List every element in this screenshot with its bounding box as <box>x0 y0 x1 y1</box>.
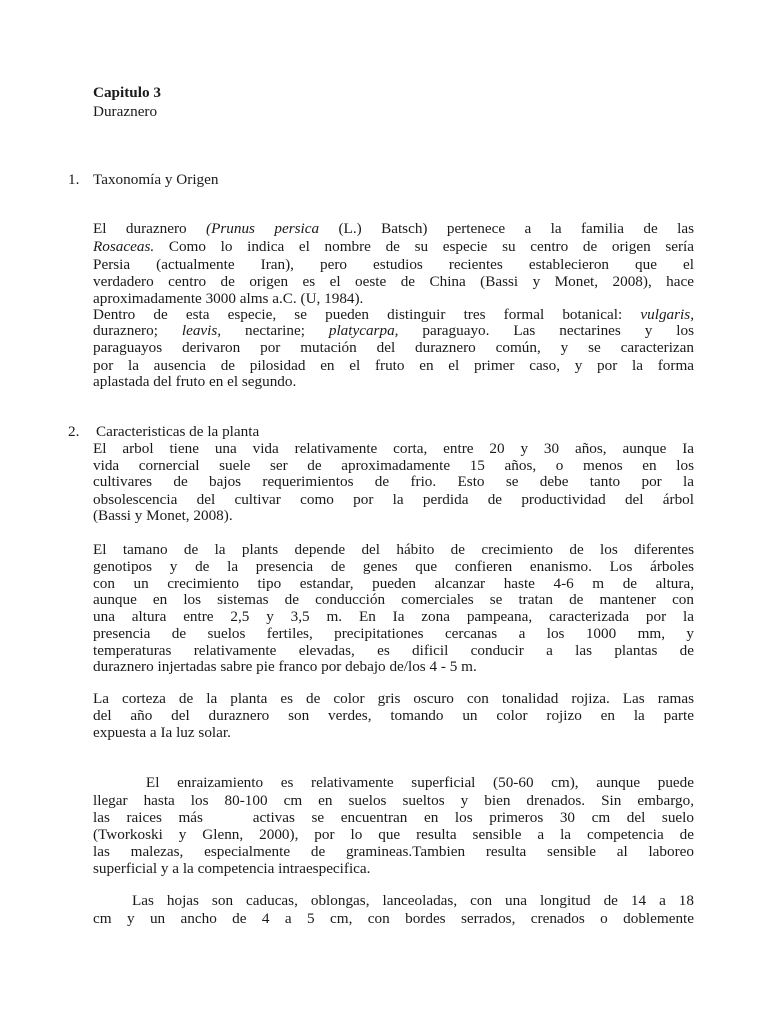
section-2-number: 2. <box>68 423 80 440</box>
section-1-title: Taxonomía y Origen <box>93 171 219 188</box>
paragraph-line: Las hojas son caducas, oblongas, lanceoladas, con una longitud de 14 a 18 <box>93 892 694 909</box>
paragraph-line: las raices más activas se encuentran en los primeros 30 cm del suelo <box>93 809 694 826</box>
paragraph-line: superficial y a la competencia intraespecifica. <box>93 860 371 877</box>
paragraph-line: obsolescencia del cultivar como por la perdida de productividad del árbol <box>93 491 694 508</box>
paragraph-line: expuesta a Ia luz solar. <box>93 724 231 741</box>
paragraph-line: las malezas, especialmente de gramineas.Tambien resulta sensible al laboreo <box>93 843 694 860</box>
chapter-subtitle: Duraznero <box>93 103 158 120</box>
paragraph-line: cm y un ancho de 4 a 5 cm, con bordes serrados, crenados o doblemente <box>93 910 694 927</box>
paragraph-line: Rosaceas. Como lo indica el nombre de su especie su centro de origen sería <box>93 238 694 255</box>
paragraph-line: La corteza de la planta es de color gris oscuro con tonalidad rojiza. Las ramas <box>93 690 694 707</box>
paragraph-line: presencia de suelos fertiles, precipitationes cercanas a los 1000 mm, y <box>93 625 694 642</box>
paragraph-line: El tamano de la plants depende del hábito de crecimiento de los diferentes <box>93 541 694 558</box>
paragraph-line: una altura entre 2,5 y 3,5 m. En Ia zona pampeana, caracterizada por la <box>93 608 694 625</box>
chapter-title: Capitulo 3 <box>93 84 161 101</box>
paragraph-line: paraguayos derivaron por mutación del duraznero común, y se caracterizan <box>93 339 694 356</box>
paragraph-line: verdadero centro de origen es el oeste de China (Bassi y Monet, 2008), hace <box>93 273 694 290</box>
section-2-title: Caracteristicas de la planta <box>96 423 260 440</box>
paragraph-line: duraznero injertadas sabre pie franco por debajo de/los 4 - 5 m. <box>93 658 477 675</box>
paragraph-line: (Tworkoski y Glenn, 2000), por lo que resulta sensible a la competencia de <box>93 826 694 843</box>
paragraph-line: por la ausencia de pilosidad en el fruto en el primer caso, y por la forma <box>93 357 694 374</box>
paragraph-line: cultivares de bajos requerimientos de frio. Esto se debe tanto por la <box>93 473 694 490</box>
paragraph-line: El enraizamiento es relativamente superficial (50-60 cm), aunque puede <box>93 774 694 791</box>
paragraph-line: aplastada del fruto en el segundo. <box>93 373 297 390</box>
paragraph-line: aunque en los sistemas de conducción comerciales se tratan de mantener con <box>93 591 694 608</box>
paragraph-line: con un crecimiento tipo estandar, pueden alcanzar haste 4-6 m de altura, <box>93 575 694 592</box>
paragraph-line: del año del duraznero son verdes, tomando un color rojizo en la parte <box>93 707 694 724</box>
section-1-number: 1. <box>68 171 80 188</box>
paragraph-line: aproximadamente 3000 alms a.C. (U, 1984). <box>93 290 364 307</box>
paragraph-line: El arbol tiene una vida relativamente corta, entre 20 y 30 años, aunque Ia <box>93 440 694 457</box>
paragraph-line: temperaturas relativamente elevadas, es dificil conducir a las plantas de <box>93 642 694 659</box>
paragraph-line: vida cornercial suele ser de aproximadamente 15 años, o menos en los <box>93 457 694 474</box>
paragraph-line: genotipos y de la presencia de genes que confieren enanismo. Los árboles <box>93 558 694 575</box>
paragraph-line: Persia (actualmente Iran), pero estudios recientes establecieron que el <box>93 256 694 273</box>
paragraph-line: duraznero; leavis, nectarine; platycarpa, paraguayo. Las nectarines y los <box>93 322 694 339</box>
paragraph-line: llegar hasta los 80-100 cm en suelos sueltos y bien drenados. Sin embargo, <box>93 792 694 809</box>
paragraph-line: El duraznero (Prunus persica (L.) Batsch) pertenece a la familia de las <box>93 220 694 237</box>
paragraph-line: (Bassi y Monet, 2008). <box>93 507 233 524</box>
paragraph-line: Dentro de esta especie, se pueden distinguir tres formal botanical: vulgaris, <box>93 306 694 323</box>
